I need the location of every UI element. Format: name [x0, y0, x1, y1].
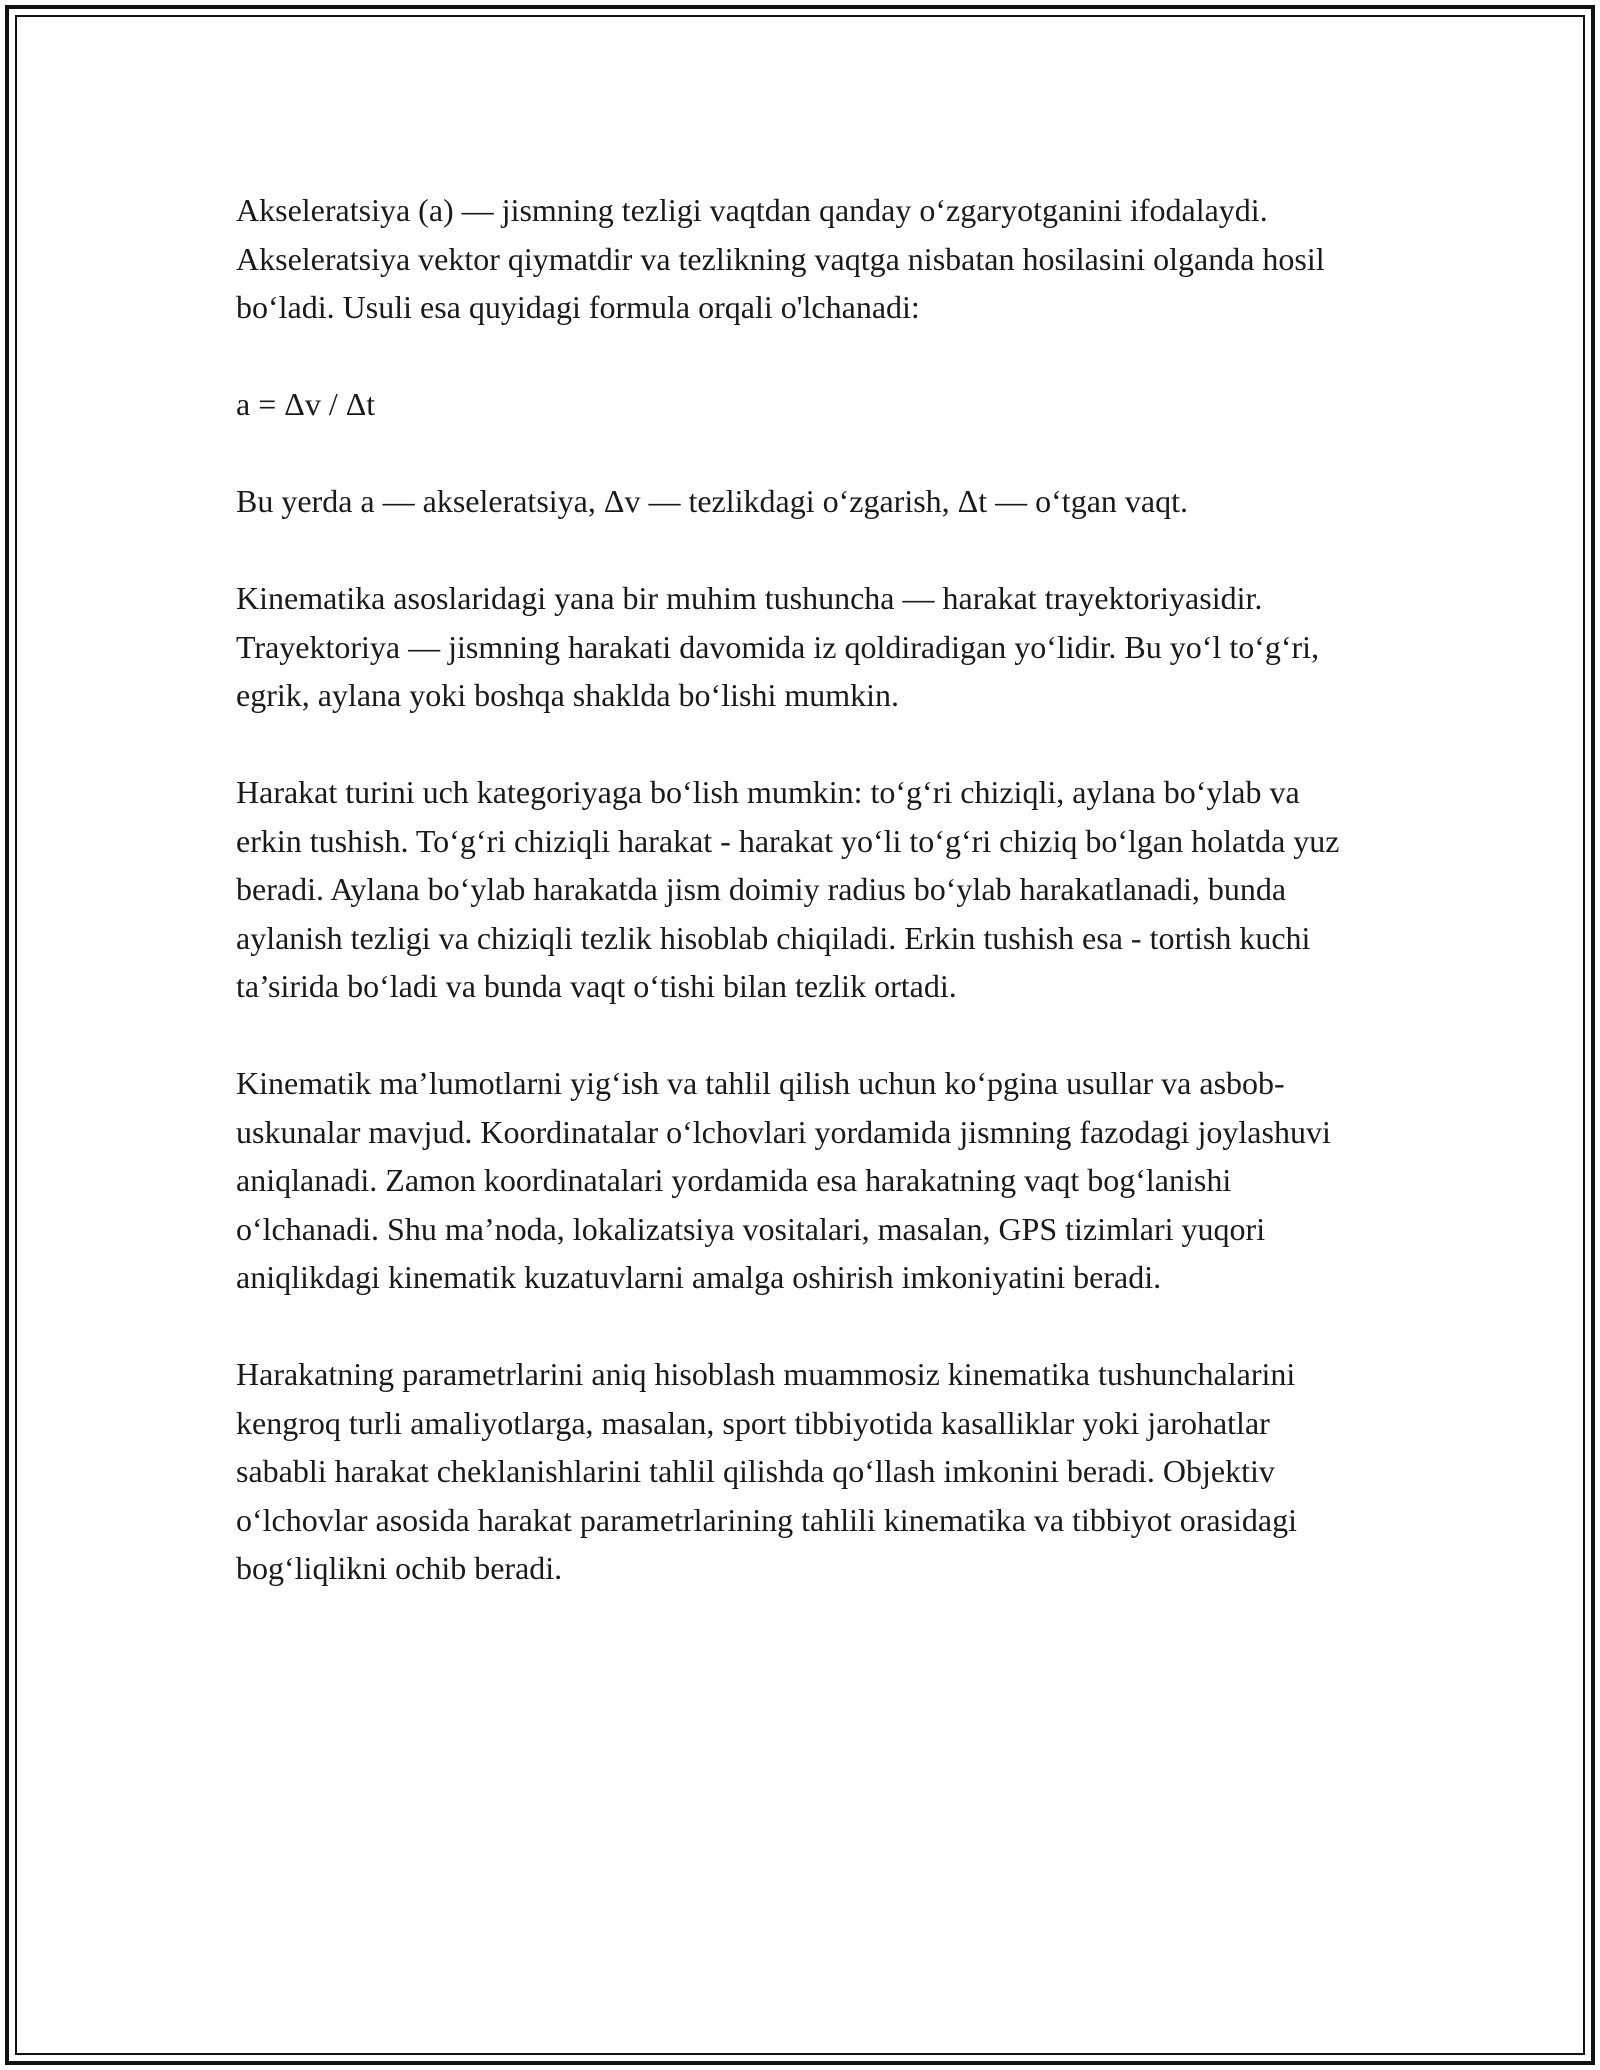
paragraph-data-collection: Kinematik ma’lumotlarni yig‘ish va tahlil qilish uchun ko‘pgina usullar va asbob-uskunalar mavjud. Koordinatalar o‘lchovlari yordamida jismning fazodagi joylashuvi aniqlanadi. Zamon koordinatalari yordamida esa harakatning vaqt bog‘lanishi o‘lchanadi. Shu ma’noda, lokalizatsiya vositalari, masalan, GPS tizimlari yuqori aniqlikdagi kinematik kuzatuvlarni amalga oshirish imkoniyatini beradi.: [236, 1065, 1331, 1295]
paragraph-applications: Harakatning parametrlarini aniq hisoblash muammosiz kinematika tushunchalarini kengroq turli amaliyotlarga, masalan, sport tibbiyotida kasalliklar yoki jarohatlar sababli harakat cheklanishlarini tahlil qilishda qo‘llash imkonini beradi. Objektiv o‘lchovlar asosida harakat parametrlarining tahlili kinematika va tibbiyot orasidagi bog‘liqlikni ochib beradi.: [236, 1356, 1297, 1586]
paragraph-formula-explanation: Bu yerda a — akseleratsiya, Δv — tezlikdagi o‘zgarish, Δt — o‘tgan vaqt.: [236, 483, 1188, 519]
paragraph-acceleration-definition: Akseleratsiya (a) — jismning tezligi vaqtdan qanday o‘zgaryotganini ifodalaydi. Akseleratsiya vektor qiymatdir va tezlikning vaqtga nisbatan hosilasini olganda hosil bo‘ladi. Usuli esa quyidagi formula orqali o'lchanadi:: [236, 192, 1325, 325]
paragraph-trajectory: Kinematika asoslaridagi yana bir muhim tushuncha — harakat trayektoriyasidir. Trayektoriya — jismning harakati davomida iz qoldiradigan yo‘lidir. Bu yo‘l to‘g‘ri, egrik, aylana yoki boshqa shaklda bo‘lishi mumkin.: [236, 580, 1320, 713]
paragraph-formula: a = Δv / Δt: [236, 386, 376, 422]
paragraph-motion-types: Harakat turini uch kategoriyaga bo‘lish mumkin: to‘g‘ri chiziqli, aylana bo‘ylab va erkin tushish. To‘g‘ri chiziqli harakat - harakat yo‘li to‘g‘ri chiziq bo‘lgan holatda yuz beradi. Aylana bo‘ylab harakatda jism doimiy radius bo‘ylab harakatlanadi, bunda aylanish tezligi va chiziqli tezlik hisoblab chiqiladi. Erkin tushish esa - tortish kuchi ta’sirida bo‘ladi va bunda vaqt o‘tishi bilan tezlik ortadi.: [236, 774, 1340, 1004]
document-body: [236, 186, 1366, 1593]
